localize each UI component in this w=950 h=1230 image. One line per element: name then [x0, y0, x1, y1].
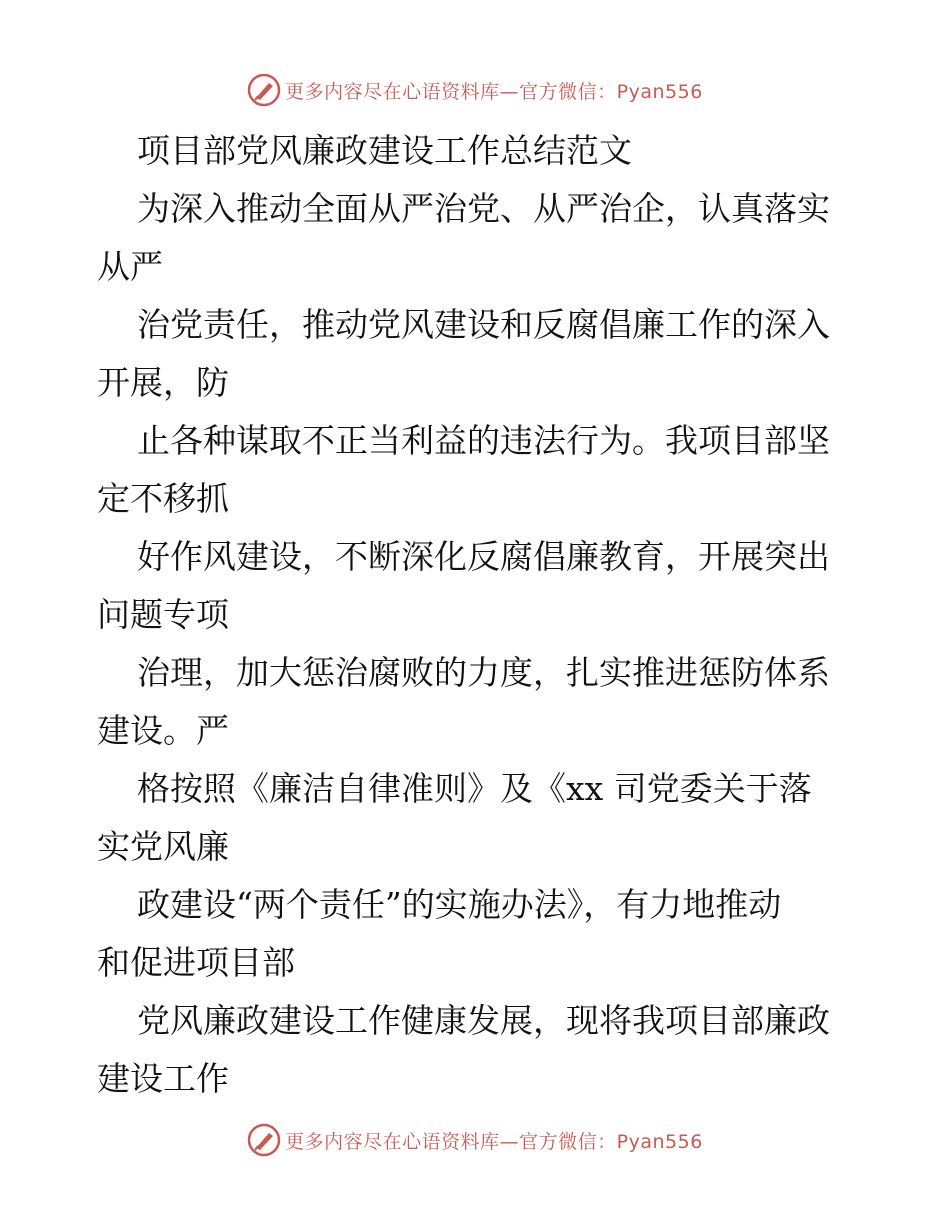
text-line: 和促进项目部 — [97, 943, 295, 982]
text-line: 问题专项 — [97, 595, 229, 634]
banner-text: 更多内容尽在心语资料库—官方微信：Pyan556 — [285, 80, 703, 103]
text-line: 开展，防 — [97, 363, 229, 402]
text-line: 好作风建设，不断深化反腐倡廉教育，开展突出 — [137, 537, 830, 576]
quill-pen-logo-icon — [247, 1123, 281, 1157]
text-line: 治理，加大惩治腐败的力度，扎实推进惩防体系 — [137, 653, 830, 692]
quill-pen-logo-icon — [247, 73, 281, 107]
text-line: 从严 — [97, 247, 163, 286]
header-banner — [0, 70, 950, 110]
text-line: 定不移抓 — [97, 479, 229, 518]
document-title: 项目部党风廉政建设工作总结范文 — [137, 131, 632, 170]
banner-text: 更多内容尽在心语资料库—官方微信：Pyan556 — [285, 1130, 703, 1153]
footer-banner — [0, 1120, 950, 1160]
text-line: 建设工作 — [97, 1059, 229, 1098]
text-line: 政建设“两个责任”的实施办法》，有力地推动 — [137, 885, 782, 924]
text-line: 党风廉政建设工作健康发展，现将我项目部廉政 — [137, 1001, 830, 1040]
text-line: 止各种谋取不正当利益的违法行为。我项目部坚 — [137, 421, 830, 460]
text-line: 为深入推动全面从严治党、从严治企，认真落实 — [137, 189, 830, 228]
text-line: 实党风廉 — [97, 827, 229, 866]
text-line: 建设。严 — [97, 711, 229, 750]
document-body — [97, 122, 857, 1108]
text-line: 格按照《廉洁自律准则》及《xx 司党委关于落 — [137, 769, 812, 808]
text-line: 治党责任，推动党风建设和反腐倡廉工作的深入 — [137, 305, 830, 344]
